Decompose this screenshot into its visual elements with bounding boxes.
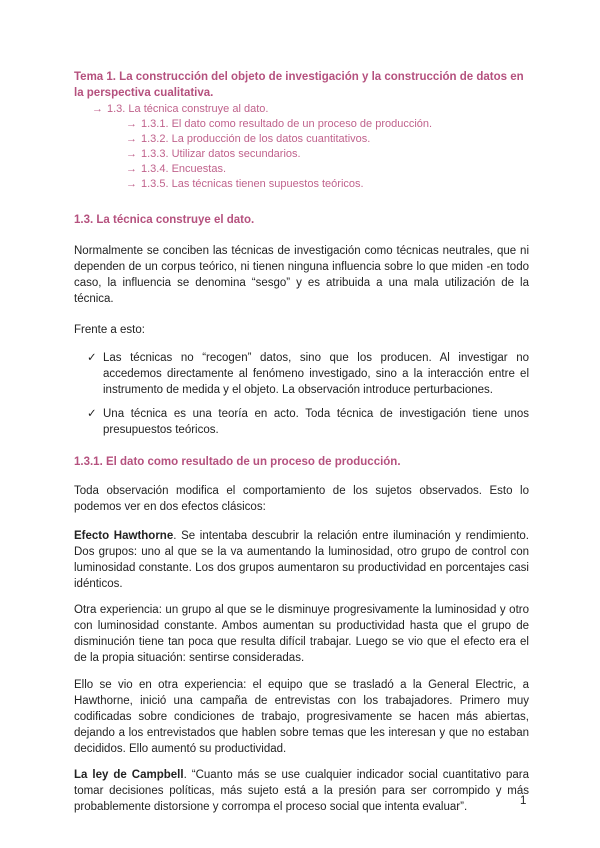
bold-term: Efecto Hawthorne: [74, 530, 174, 542]
list-item-text: Las técnicas no “recogen” datos, sino que los producen. Al investigar no accedemos directamente al fenómeno investigado, sino a la interacción entre el instrumento de medida y el objeto. La observación introduce perturbaciones.: [103, 352, 529, 396]
document-title: Tema 1. La construcción del objeto de investigación y la construcción de datos en la perspectiva cualitativa.: [74, 71, 524, 99]
section-heading: 1.3. La técnica construye el dato.: [74, 214, 255, 226]
arrow-icon: →: [126, 163, 137, 175]
check-list-item: [74, 350, 529, 398]
toc-item-4[interactable]: [74, 162, 529, 177]
paragraph: Frente a esto:: [74, 324, 145, 336]
bold-term: La ley de Campbell: [74, 769, 184, 781]
toc-label: 1.3. La técnica construye al dato.: [107, 103, 269, 115]
toc-label: 1.3.5. Las técnicas tienen supuestos teóricos.: [141, 178, 364, 190]
arrow-icon: →: [92, 103, 103, 115]
toc-label: 1.3.4. Encuestas.: [141, 163, 226, 175]
paragraph: Toda observación modifica el comportamiento de los sujetos observados. Esto lo podemos ver en dos efectos clásicos:: [74, 485, 529, 513]
toc-label: 1.3.1. El dato como resultado de un proceso de producción.: [141, 118, 433, 130]
checkmark-icon: ✓: [87, 352, 97, 364]
toc-item-5[interactable]: [74, 177, 529, 192]
paragraph-text: . Se intentaba descubrir la relación entre iluminación y rendimiento. Dos grupos: uno al que se la va aumentando la luminosidad, otro grupo de control con luminosidad constante. Los dos grupos aumentaron su productividad en porcentajes casi idénticos.: [74, 530, 529, 590]
list-item-text: Una técnica es una teoría en acto. Toda técnica de investigación tiene unos presupuestos teóricos.: [103, 408, 529, 436]
arrow-icon: →: [126, 178, 137, 190]
paragraph: Normalmente se conciben las técnicas de investigación como técnicas neutrales, que ni dependen de un corpus teórico, ni tienen ninguna influencia sobre lo que miden -en todo caso, la influencia se denomina “sesgo” y es atribuida a una mala utilización de la técnica.: [74, 245, 529, 305]
paragraph: Ello se vio en otra experiencia: el equipo que se trasladó a la General Electric, a Hawthorne, inició una campaña de entrevistas con los trabajadores. Primero muy codificadas sobre condiciones de trabajo, progresivamente se hacen más abiertas, dejando a los entrevistados que hablen sobre temas que les interesan y que no estaban decididos. Ello aumentó su productividad.: [74, 679, 529, 755]
section-heading: 1.3.1. El dato como resultado de un proceso de producción.: [74, 456, 401, 468]
table-of-contents: [74, 102, 529, 192]
paragraph-hawthorne: [74, 528, 529, 592]
page-number: 1: [520, 795, 527, 807]
paragraph: Otra experiencia: un grupo al que se le disminuye progresivamente la luminosidad y otro con luminosidad constante. Ambos aumentan su productividad hasta que el grupo de disminución tiene tan poca que resulta difícil trabajar. Luego se vio que el efecto era el de la propia situación: sentirse consideradas.: [74, 604, 529, 664]
paragraph-campbell: [74, 767, 529, 815]
toc-item-3[interactable]: [74, 147, 529, 162]
toc-label: 1.3.3. Utilizar datos secundarios.: [141, 148, 301, 160]
toc-item-2[interactable]: [74, 132, 529, 147]
toc-label: 1.3.2. La producción de los datos cuantitativos.: [141, 133, 371, 145]
arrow-icon: →: [126, 118, 137, 130]
check-list-item: [74, 406, 529, 438]
paragraph-text: . “Cuanto más se use cualquier indicador social cuantitativo para tomar decisiones políticas, más sujeto está a la presión para ser corrompido y más probablemente distorsione y corrompa el proceso social que intenta evaluar”.: [74, 769, 529, 813]
toc-item-1[interactable]: [74, 117, 529, 132]
checkmark-icon: ✓: [87, 408, 97, 420]
toc-item-main[interactable]: [74, 102, 529, 117]
document-page: [74, 70, 529, 815]
arrow-icon: →: [126, 148, 137, 160]
arrow-icon: →: [126, 133, 137, 145]
